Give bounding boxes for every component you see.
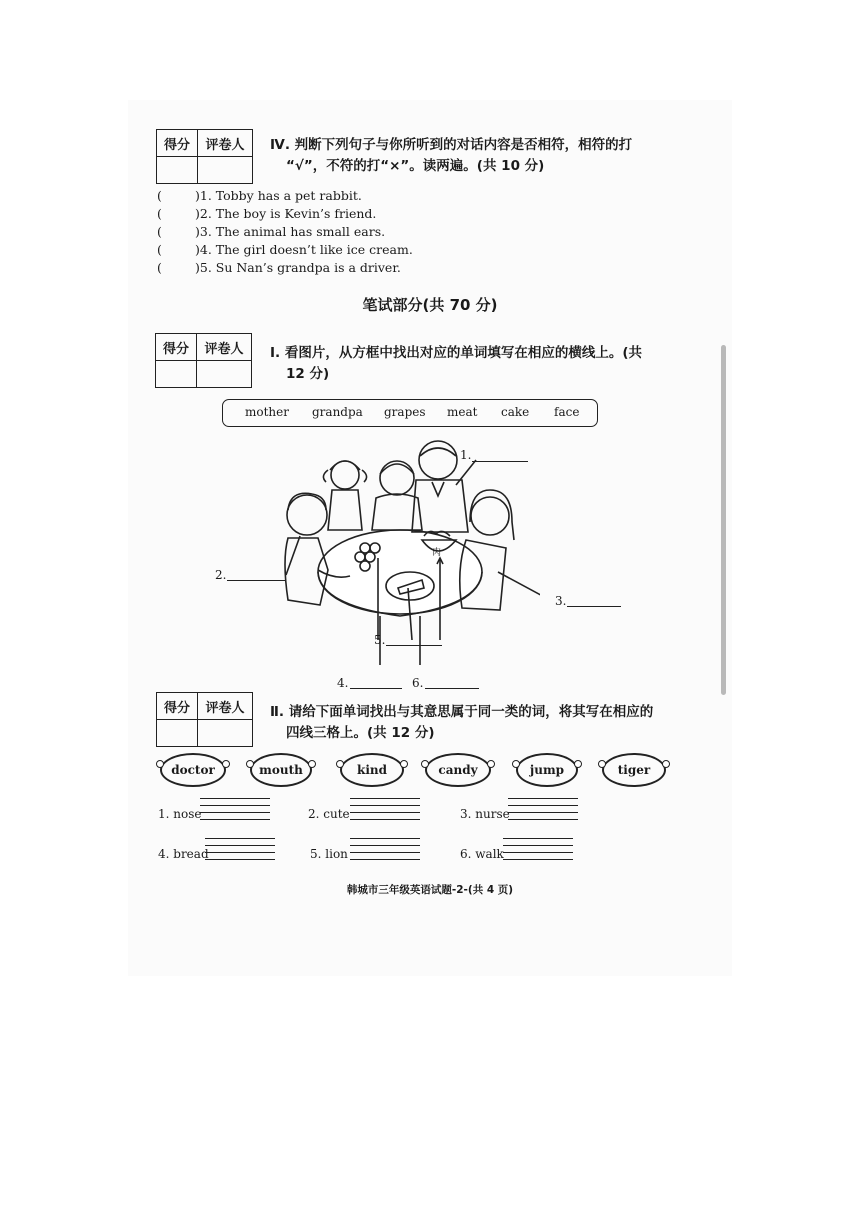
question-word: 5. lion bbox=[310, 847, 348, 861]
answer-line-6[interactable] bbox=[425, 688, 479, 689]
question-word: 3. nurse bbox=[460, 807, 510, 821]
score-label: 得分 bbox=[157, 693, 198, 720]
tf-item-text: )2. The boy is Kevin’s friend. bbox=[195, 206, 377, 221]
grader-label: 评卷人 bbox=[197, 334, 252, 361]
word-bubble: tiger bbox=[602, 753, 666, 787]
blank-2-label: 2. bbox=[215, 568, 227, 582]
word-bank-word: face bbox=[554, 405, 580, 419]
answer-bracket[interactable]: ( bbox=[157, 242, 162, 257]
question-word: 6. walk bbox=[460, 847, 504, 861]
blank-5-label: 5. bbox=[374, 633, 386, 647]
word-bubble: mouth bbox=[250, 753, 312, 787]
word-bank-word: grandpa bbox=[312, 405, 363, 419]
grader-label: 评卷人 bbox=[198, 130, 253, 157]
word-bubble: jump bbox=[516, 753, 578, 787]
tf-item-text: )5. Su Nan’s grandpa is a driver. bbox=[195, 260, 401, 275]
score-cell[interactable] bbox=[156, 361, 197, 388]
answer-bracket[interactable]: ( bbox=[157, 188, 162, 203]
tf-item bbox=[157, 259, 401, 277]
blank-6-label: 6. bbox=[412, 676, 424, 690]
question-word: 1. nose bbox=[158, 807, 202, 821]
four-line-grid[interactable] bbox=[508, 798, 578, 826]
section-i-heading bbox=[270, 343, 642, 385]
family-dinner-illustration bbox=[200, 430, 540, 680]
answer-bracket[interactable]: ( bbox=[157, 260, 162, 275]
grader-cell[interactable] bbox=[198, 157, 253, 184]
word-bank-word: cake bbox=[501, 405, 530, 419]
four-line-grid[interactable] bbox=[350, 838, 420, 866]
answer-bracket[interactable]: ( bbox=[157, 206, 162, 221]
blank-1-label: 1. bbox=[460, 448, 472, 462]
scrollbar[interactable] bbox=[721, 345, 726, 695]
answer-line-3[interactable] bbox=[567, 606, 621, 607]
tf-item bbox=[157, 187, 362, 205]
question-word: 2. cute bbox=[308, 807, 350, 821]
score-label: 得分 bbox=[157, 130, 198, 157]
word-bank-word: grapes bbox=[384, 405, 426, 419]
section-ii-heading-line1: Ⅱ. 请给下面单词找出与其意思属于同一类的词，将其写在相应的 bbox=[270, 704, 654, 720]
word-bank-box bbox=[222, 399, 598, 427]
word-bank-word: meat bbox=[447, 405, 478, 419]
word-bank-word: mother bbox=[245, 405, 289, 419]
answer-line-1[interactable] bbox=[472, 461, 528, 462]
score-cell[interactable] bbox=[157, 720, 198, 747]
blank-4-label: 4. bbox=[337, 676, 349, 690]
answer-bracket[interactable]: ( bbox=[157, 224, 162, 239]
answer-line-4[interactable] bbox=[350, 688, 402, 689]
four-line-grid[interactable] bbox=[200, 798, 270, 826]
score-cell[interactable] bbox=[157, 157, 198, 184]
grader-cell[interactable] bbox=[198, 720, 253, 747]
score-table-iv bbox=[156, 129, 253, 184]
tf-item bbox=[157, 223, 385, 241]
grader-label: 评卷人 bbox=[198, 693, 253, 720]
answer-line-2[interactable] bbox=[227, 580, 285, 581]
section-iv-heading-line1: Ⅳ. 判断下列句子与你所听到的对话内容是否相符，相符的打 bbox=[270, 137, 633, 153]
question-word: 4. bread bbox=[158, 847, 209, 861]
food-tag: 肉 bbox=[432, 548, 442, 558]
section-iv-heading bbox=[270, 135, 632, 177]
score-table-ii bbox=[156, 692, 253, 747]
section-ii-heading bbox=[270, 702, 653, 744]
word-bubble: candy bbox=[425, 753, 491, 787]
section-i-heading-line2: 12 分) bbox=[286, 366, 330, 382]
tf-item bbox=[157, 205, 376, 223]
four-line-grid[interactable] bbox=[503, 838, 573, 866]
section-ii-heading-line2: 四线三格上。(共 12 分) bbox=[286, 725, 435, 741]
score-label: 得分 bbox=[156, 334, 197, 361]
grader-cell[interactable] bbox=[197, 361, 252, 388]
page-footer: 韩城市三年级英语试题-2-(共 4 页) bbox=[346, 884, 514, 896]
score-table-i bbox=[155, 333, 252, 388]
tf-item-text: )3. The animal has small ears. bbox=[195, 224, 386, 239]
tf-item-text: )1. Tobby has a pet rabbit. bbox=[195, 188, 362, 203]
section-iv-heading-line2: “√”，不符的打“×”。读两遍。(共 10 分) bbox=[286, 158, 545, 174]
four-line-grid[interactable] bbox=[205, 838, 275, 866]
word-bubble: doctor bbox=[160, 753, 226, 787]
tf-item bbox=[157, 241, 413, 259]
written-part-title: 笔试部分(共 70 分) bbox=[362, 296, 498, 314]
blank-3-label: 3. bbox=[555, 594, 567, 608]
tf-item-text: )4. The girl doesn’t like ice cream. bbox=[195, 242, 413, 257]
section-i-heading-line1: Ⅰ. 看图片，从方框中找出对应的单词填写在相应的横线上。(共 bbox=[270, 345, 643, 361]
answer-line-5[interactable] bbox=[386, 645, 442, 646]
word-bubble: kind bbox=[340, 753, 404, 787]
four-line-grid[interactable] bbox=[350, 798, 420, 826]
